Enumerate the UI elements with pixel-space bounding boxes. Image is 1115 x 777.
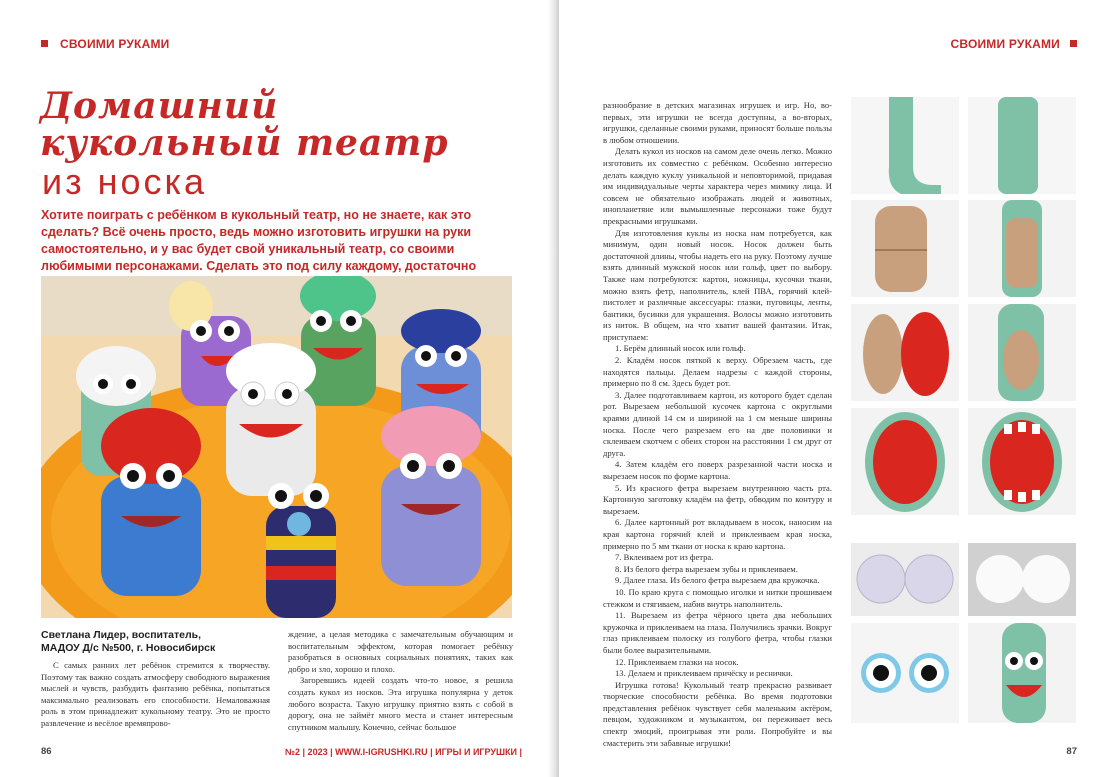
title-line-2: кукольный театр <box>40 122 449 164</box>
paragraph: С самых ранних лет ребёнок стремится к творчеству. Поэтому так важно создать атмосферу свободного выражения мыслей и чувств, разбудить фантазию ребёнка, попытаться максимально реализовать его способности. Немаловажная роль в этом принадлежит кукольному театру. Это не просто развлечение и весёлое времяпрово- <box>41 660 270 728</box>
title-line-1: Домашний <box>40 85 279 127</box>
body-column-left-1 <box>41 660 270 730</box>
cardboard-photo <box>851 200 959 297</box>
hero-photo-sock-puppets <box>41 276 512 618</box>
puppets-illustration <box>41 276 512 618</box>
author-credit <box>41 629 215 655</box>
red-mouth-photo <box>851 408 959 515</box>
stuffed-eyes-photo <box>968 543 1076 616</box>
step-1: 1. Берём длинный носок или гольф. <box>615 343 746 354</box>
step-photo-5 <box>851 304 959 401</box>
step-4: 4. Затем кладём его поверх разрезанной части носка и вырезаем носок по форме картона. <box>603 459 832 481</box>
body-column-right <box>603 100 832 749</box>
section-tag-text: СВОИМИ РУКАМИ <box>60 37 170 51</box>
step-photo-7 <box>851 408 959 515</box>
paragraph: Игрушка готова! Кукольный театр прекрасно развивает творческие способности ребёнка. Во время подготовки представления ребёнок чувствует себя маленьким актёром, певцом, художником и музыкантом, он переживает весь спектр эмоций, проигрывая эти роли. Попробуйте и вы смастерить эти забавные игрушки! <box>603 679 832 748</box>
sock-photo <box>851 97 959 194</box>
section-tag-left <box>41 37 169 51</box>
paragraph: разнообразие в детских магазинах игрушек и игр. Но, во-первых, эти игрушки не всегда доступны, а во-вторых, игрушки, сделанные своими руками, приносят больше пользы в любом отношении. <box>603 100 832 145</box>
mouth-in-sock-photo <box>968 304 1076 401</box>
paragraph: ждение, а целая методика с замечательным обучающим и воспитательным эффектом, которая помогает ребёнку разобраться в основных социальных понятиях, таких как добро и зло, хорошо и плохо. <box>288 629 513 674</box>
white-felt-circles-photo <box>851 543 959 616</box>
step-photo-9 <box>851 543 959 616</box>
right-page <box>559 0 1115 777</box>
lead-paragraph: Хотите поиграть с ребёнком в кукольный театр, но не знаете, как это сделать? Всё очень просто, ведь можно изготовить игрушки на руки самостоятельно, и у вас будет свой уникальный театр, со своими любимыми персонажами. Сделать это под силу каждому, достаточно <box>41 208 477 273</box>
step-9: 9. Далее глаза. Из белого фетра вырезаем два кружочка. <box>615 575 820 586</box>
author-line-2: МАДОУ Д/с №500, г. Новосибирск <box>41 642 216 654</box>
step-photo-11 <box>851 623 959 723</box>
step-7: 7. Вклеиваем рот из фетра. <box>615 552 714 563</box>
body-column-left-2 <box>288 629 513 733</box>
step-10: 10. По краю круга с помощью иголки и нитки прошиваем стежком и стягиваем, набив внутрь наполнитель. <box>603 586 832 609</box>
paragraph: Загоревшись идеей создать что-то новое, я решила создать кукол из носков. Эта игрушка популярна у деток любого возраста. Такую игрушку приятно взять с собой в дорогу, она не займёт много места и станет интересным спутником малышу. Конечно, сейчас большое <box>288 675 513 732</box>
page-number-left: 86 <box>41 746 52 757</box>
red-square-icon <box>41 40 48 47</box>
section-tag-text: СВОИМИ РУКАМИ <box>950 37 1060 51</box>
title-line-3: из носка <box>42 161 208 202</box>
footer-magazine-info: №2 | 2023 | WWW.I-IGRUSHKI.RU | ИГРЫ И ИГРУШКИ | <box>285 747 523 757</box>
step-13: 13. Делаем и приклеиваем причёску и реснички. <box>615 668 793 679</box>
finished-puppet-photo <box>968 623 1076 723</box>
sock-cut-photo <box>968 97 1076 194</box>
step-8: 8. Из белого фетра вырезаем зубы и приклеиваем. <box>615 563 798 574</box>
step-photo-2 <box>968 97 1076 194</box>
finished-eyes-photo <box>851 623 959 723</box>
left-page <box>0 0 556 777</box>
step-photo-6 <box>968 304 1076 401</box>
teeth-photo <box>968 408 1076 515</box>
red-square-icon <box>1070 40 1077 47</box>
step-photo-12 <box>968 623 1076 723</box>
step-photo-8 <box>968 408 1076 515</box>
step-photo-4 <box>968 200 1076 297</box>
step-photo-10 <box>968 543 1076 616</box>
step-6: 6. Далее картонный рот вкладываем в носок, наносим на края картона горячий клей и приклеиваем края носка, примерно по 5 мм ткани от носка к краю картона. <box>603 517 832 551</box>
step-5: 5. Из красного фетра вырезаем внутреннюю часть рта. Картонную заготовку кладём на фетр, обводим по контуру и вырезаем. <box>603 482 832 516</box>
step-3: 3. Далее подготавливаем картон, из которого будет сделан рот. Вырезаем небольшой кусочек картона с округлыми краями длиной 14 см и шириной на 1 см меньше ширины носка. После чего разрезаем его на две половинки и склеиваем скотчем с обеих сторон на расстоянии 1 см друг от друга. <box>603 389 832 458</box>
paragraph: Для изготовления куклы из носка нам потребуется, как минимум, один новый носок. Носок должен быть достаточной длины, чтобы надеть его на руку. Поэтому лучше взять длинный мужской носок или гольф, цвет по выбору. Также нам потребуются: картон, ножницы, кусочки ткани, можно взять фетр, наполнитель, клей ПВА, горячий клей-пистолет и различные аксессуары: глазки, пуговицы, ленты, бантики, бусинки для украшения. Волосы можно изготовить из ниток. В общем, на что хватит вашей фантазии. Итак, приступаем: <box>603 227 832 342</box>
paragraph: Делать кукол из носков на самом деле очень легко. Можно изготовить их совместно с ребёнком. Особенно интересно делать каждую куклу уникальной и неповторимой, придавая им индивидуальные черты характера через мимику лица. И совсем не обязательно изображать людей и животных, инопланетяне или вымышленные персонажи тоже будут прекрасными игрушками. <box>603 146 832 226</box>
author-line-1: Светлана Лидер, воспитатель, <box>41 629 202 641</box>
page-number-right: 87 <box>1066 746 1077 757</box>
step-photo-3 <box>851 200 959 297</box>
sock-with-cardboard-photo <box>968 200 1076 297</box>
section-tag-right <box>951 37 1077 51</box>
step-2: 2. Кладём носок пяткой к верху. Обрезаем часть, где находятся пальцы. Делаем надрезы с каждой стороны, примерно по 8 см. Здесь будет рот. <box>603 355 832 389</box>
step-12: 12. Приклеиваем глазки на носок. <box>615 656 739 667</box>
step-photo-1 <box>851 97 959 194</box>
red-felt-photo <box>851 304 959 401</box>
step-11: 11. Вырезаем из фетра чёрного цвета два небольших кружочка и приклеиваем на глаза. Получились зрачки. Вокруг глаз приклеиваем полоску из голубого фетра, чтобы глазки были более выразительными. <box>603 610 832 655</box>
